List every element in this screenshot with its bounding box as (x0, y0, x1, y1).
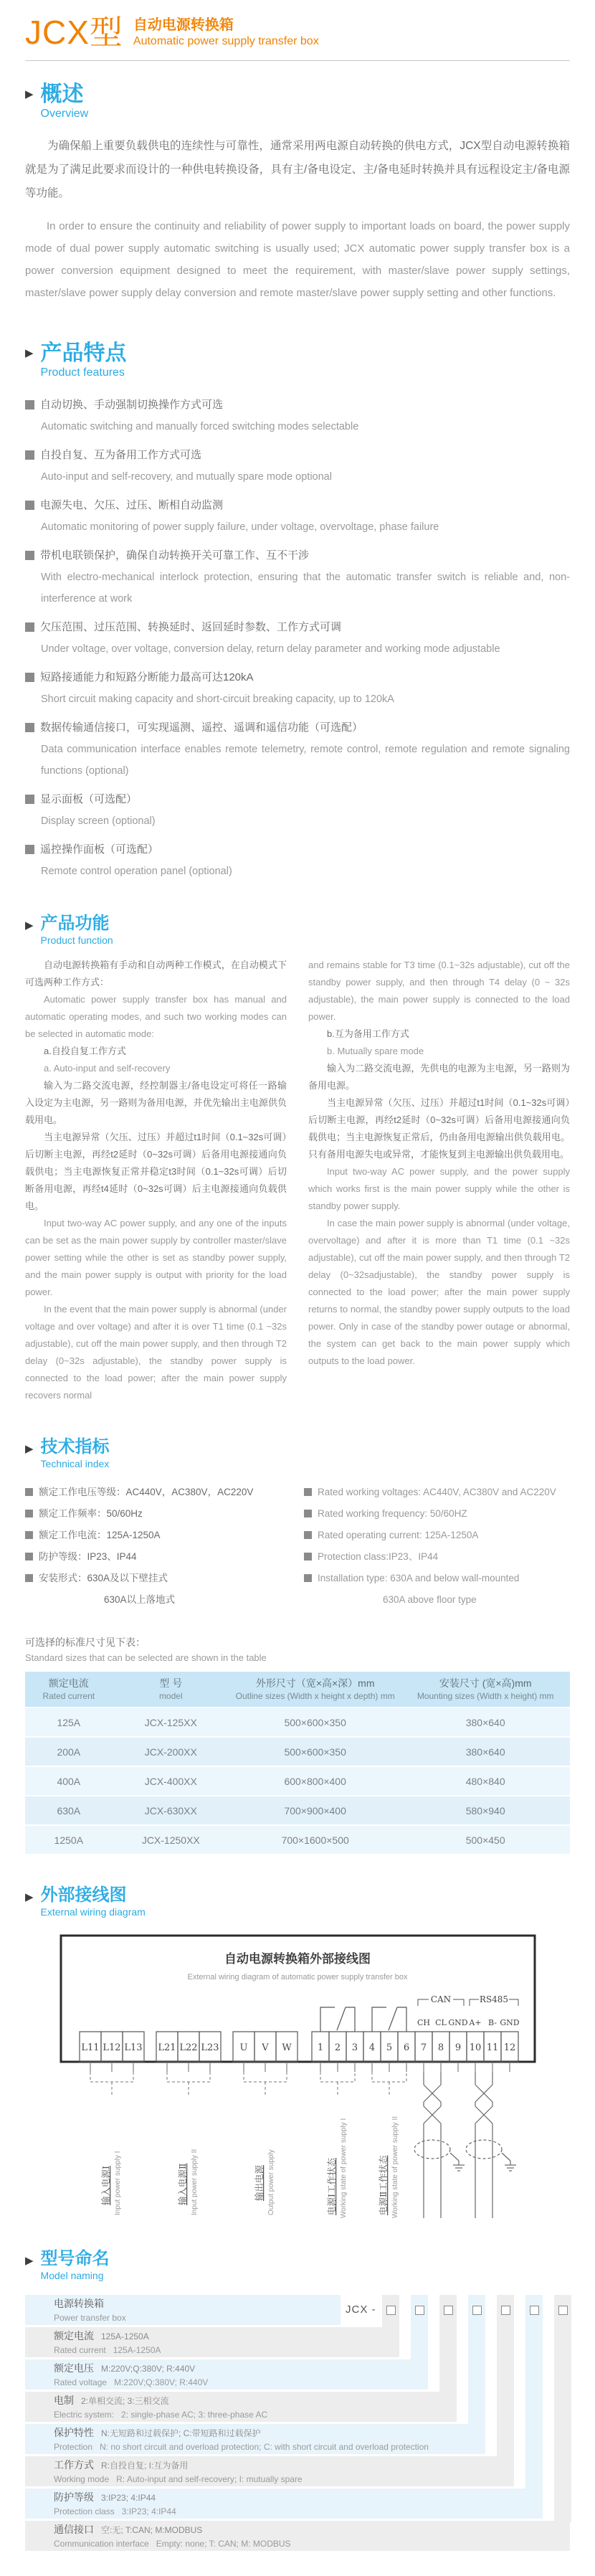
feature-zh: 欠压范围、过压范围、转换延时、返回延时参数、工作方式可调 (40, 621, 342, 633)
overview-paragraph-en: In order to ensure the continuity and reliability of power supply to important loads on board, the power supply mode of dual power supply automatic switching is usually used; JCX automatic power supply transfer box is a power conversion equipment designed to meet the requirement, with master/slave power supply settings, master/slave power supply delay conversion and remote master/slave power supply setting and other functions. (25, 220, 570, 299)
svg-text:3: 3 (351, 2042, 358, 2053)
naming-code-box (558, 2306, 568, 2315)
table-row (25, 1796, 570, 1825)
terminal-labels (81, 2042, 515, 2053)
square-bullet-icon (25, 673, 34, 682)
feature-zh: 带机电联锁保护，确保自动转换开关可靠工作、互不干涉 (40, 549, 310, 562)
features-heading-zh: 产品特点 (40, 341, 127, 365)
naming-label-en: Rated current (54, 2345, 106, 2355)
naming-value-zh: 2:单相交流; 3:三相交流 (81, 2396, 169, 2406)
section-function (25, 914, 570, 1404)
triangle-icon: ▶ (25, 88, 34, 100)
function-paragraph: b. Mutually spare mode (327, 1046, 424, 1056)
cell-rated-current: 1250A (25, 1825, 113, 1855)
naming-row (25, 2456, 514, 2486)
tech-item: 630A以上落地式 (104, 1594, 176, 1605)
svg-text:2: 2 (334, 2042, 341, 2053)
square-bullet-icon (304, 1553, 312, 1561)
group-labels (100, 2116, 399, 2218)
square-bullet-icon (304, 1574, 312, 1582)
naming-value-zh: 125A-1250A (101, 2331, 149, 2341)
naming-label-en: Working mode (54, 2474, 110, 2484)
function-paragraph: a.自投自复工作方式 (44, 1046, 126, 1056)
svg-text:4: 4 (368, 2042, 375, 2053)
svg-text:Input power supply II: Input power supply II (190, 2149, 199, 2215)
column-header-en: Rated current (42, 1691, 95, 1701)
square-bullet-icon (25, 1574, 33, 1582)
square-bullet-icon (25, 845, 34, 854)
tech-item: Installation type: 630A and below wall-mounted (318, 1573, 520, 1583)
feature-item (25, 667, 570, 710)
square-bullet-icon (304, 1510, 312, 1517)
svg-text:GND: GND (447, 2018, 468, 2027)
cell-mounting-size: 500×450 (401, 1825, 570, 1855)
triangle-icon: ▶ (25, 1891, 34, 1903)
naming-heading-en: Model naming (40, 2270, 104, 2281)
square-bullet-icon (25, 450, 34, 460)
diagram-title-en: External wiring diagram of automatic power supply transfer box (187, 1973, 407, 1981)
naming-code-box (386, 2306, 396, 2315)
svg-text:L13: L13 (123, 2042, 143, 2053)
naming-value-zh: 3:IP23; 4:IP44 (101, 2493, 156, 2503)
svg-text:7: 7 (420, 2042, 427, 2053)
svg-text:Input power supply I: Input power supply I (113, 2151, 122, 2215)
square-bullet-icon (25, 1488, 33, 1496)
naming-strip (497, 2295, 514, 2458)
svg-text:GND: GND (499, 2018, 520, 2027)
standard-sizes-table (25, 1672, 570, 1855)
table-intro-en: Standard sizes that can be selected are shown in the table (25, 1652, 267, 1663)
naming-value-en: R: Auto-input and self-recovery; I: mutually spare (116, 2474, 303, 2484)
terminal-strip (80, 2032, 518, 2062)
naming-strip (411, 2295, 428, 2361)
column-header-en: Mounting sizes (Width x height) mm (416, 1691, 554, 1701)
tech-item: Rated working frequency: 50/60HZ (318, 1508, 467, 1519)
function-paragraph: 当主电源异常（欠压、过压）并超过t1时间（0.1~32s可调）后切断主电源，再经t2延时（0~32s可调）后备用电源接通向负载供电；当主电源恢复正常后，仍由备用电源输出供负载用电。只有备用电源失电或异常，才能恢复到主电源输出供负载用电。 (308, 1097, 570, 1160)
naming-code-box (415, 2306, 424, 2315)
cell-model: JCX-200XX (113, 1737, 229, 1766)
ground-icon (505, 2161, 516, 2171)
cell-rated-current: 400A (25, 1766, 113, 1796)
cell-model: JCX-1250XX (113, 1825, 229, 1855)
svg-text:Working state of power supply: Working state of power supply I (339, 2118, 348, 2218)
overview-heading (25, 82, 570, 121)
feature-zh: 显示面板（可选配） (40, 793, 138, 805)
svg-text:W: W (281, 2042, 292, 2053)
cell-mounting-size: 380×640 (401, 1737, 570, 1766)
table-header-row (25, 1672, 570, 1708)
feature-zh: 自投自复、互为备用工作方式可选 (40, 449, 202, 461)
triangle-icon: ▶ (25, 919, 34, 932)
tech-item: 安装形式：630A及以下壁挂式 (39, 1573, 168, 1583)
naming-row (25, 2489, 543, 2519)
feature-zh: 自动切换、手动强制切换操作方式可选 (40, 399, 224, 411)
product-model-title: JCX型 (25, 14, 123, 51)
cell-model: JCX-125XX (113, 1708, 229, 1737)
shield-icon (414, 2140, 450, 2159)
feature-item (25, 717, 570, 782)
svg-text:L11: L11 (80, 2042, 100, 2053)
naming-value-en: 2: single-phase AC; 3: three-phase AC (121, 2410, 268, 2420)
triangle-icon: ▶ (25, 1443, 34, 1455)
naming-value-zh: N:无短路和过载保护; C:带短路和过载保护 (101, 2428, 261, 2438)
model-naming-diagram (25, 2295, 570, 2554)
tech-item: Protection class:IP23、IP44 (318, 1551, 439, 1562)
column-header-zh: 型 号 (159, 1677, 183, 1689)
feature-en: With electro-mechanical interlock protection, ensuring that the automatic transfer switch is reliable and, non-interference at work (41, 572, 570, 605)
naming-value-en: 125A-1250A (113, 2345, 161, 2355)
function-paragraph: b.互为备用工作方式 (327, 1028, 409, 1039)
tech-item: Rated working voltages: AC440V, AC380V and AC220V (318, 1487, 556, 1497)
naming-label-zh: 工作方式 (54, 2459, 94, 2471)
feature-item (25, 495, 570, 538)
naming-code-box (444, 2306, 453, 2315)
naming-value-en: N: no short circuit and overload protection; C: with short circuit and overload protection (100, 2442, 429, 2452)
naming-label-zh: 额定电流 (54, 2330, 94, 2341)
square-bullet-icon (304, 1488, 312, 1496)
wiring-diagram-svg (60, 1934, 536, 2221)
naming-label-en: Communication interface (54, 2539, 149, 2549)
svg-text:L22: L22 (178, 2042, 198, 2053)
svg-text:输入电源Ⅱ: 输入电源Ⅱ (176, 2163, 188, 2205)
naming-label-en: Protection class (54, 2506, 115, 2516)
cell-mounting-size: 380×640 (401, 1708, 570, 1737)
function-right-column (308, 957, 570, 1404)
tech-item: 额定工作频率：50/60Hz (39, 1508, 143, 1519)
ground-icon (453, 2161, 465, 2171)
naming-value-zh: 空:无; T:CAN; M:MODBUS (101, 2525, 203, 2535)
naming-strip (554, 2295, 571, 2522)
svg-text:5: 5 (386, 2042, 392, 2053)
square-bullet-icon (304, 1531, 312, 1539)
svg-text:10: 10 (469, 2042, 481, 2053)
section-tech (25, 1437, 570, 1611)
feature-en: Display screen (optional) (41, 815, 156, 827)
function-paragraph: Input two-way AC power supply, and the power supply which works first is the main power supply while the other is standby power supply. (308, 1166, 570, 1211)
svg-text:V: V (261, 2042, 269, 2053)
svg-text:L12: L12 (102, 2042, 121, 2053)
naming-row (25, 2295, 341, 2325)
features-heading (25, 341, 570, 380)
svg-text:Output power supply: Output power supply (267, 2149, 275, 2215)
table-row (25, 1766, 570, 1796)
overview-paragraph-zh: 为确保船上重要负载供电的连续性与可靠性，通常采用两电源自动转换的供电方式，JCX型自动电源转换箱就是为了满足此要求而设计的一种供电转换设备，具有主/备电设定、主/备电延时转换并具有远程设定主/备电源等功能。 (25, 140, 570, 199)
feature-en: Remote control operation panel (optional) (41, 866, 232, 877)
table-row (25, 1825, 570, 1855)
bus-pin-labels (416, 2018, 519, 2027)
naming-value-zh: M:220V;Q:380V; R:440V (101, 2364, 196, 2374)
svg-text:11: 11 (486, 2042, 498, 2053)
function-paragraph: 自动电源转换箱有手动和自动两种工作模式，在自动模式下可选两种工作方式： (25, 960, 287, 988)
wiring-heading-en: External wiring diagram (40, 1906, 146, 1918)
feature-item (25, 617, 570, 660)
triangle-icon: ▶ (25, 2255, 34, 2267)
function-paragraph: 输入为二路交流电源，经控制器主/备电设定可将任一路输入设定为主电源，另一路则为备用电源，并优先输出主电源供负载用电。 (25, 1080, 287, 1125)
square-bullet-icon (25, 551, 34, 560)
function-paragraph: In the event that the main power supply is abnormal (under voltage and over voltage) and after it is over T1 time (0.1 ~32s adjustable), cut off the main power supply, and then through T2 delay (0~32s adjustable), the standby power supply is connected to the load power; after the main power supply recovers normal (25, 1304, 287, 1401)
svg-text:CH: CH (416, 2018, 430, 2027)
cell-model: JCX-400XX (113, 1766, 229, 1796)
feature-item (25, 445, 570, 488)
tech-heading-zh: 技术指标 (40, 1437, 110, 1457)
function-paragraph: a. Auto-input and self-recovery (44, 1063, 171, 1074)
relay-contact-icon (320, 2007, 406, 2032)
column-header-en: Outline sizes (Width x height x depth) mm (235, 1691, 395, 1701)
square-bullet-icon (25, 1531, 33, 1539)
function-heading (25, 914, 570, 947)
naming-label-zh: 通信接口 (54, 2524, 94, 2535)
square-bullet-icon (25, 1510, 33, 1517)
twisted-pair-can-icon (414, 2072, 465, 2218)
svg-text:L21: L21 (157, 2042, 176, 2053)
svg-text:输入电源Ⅰ: 输入电源Ⅰ (100, 2166, 111, 2205)
naming-heading (25, 2249, 570, 2282)
square-bullet-icon (25, 723, 34, 732)
function-paragraph: 输入为二路交流电源，先供电的电源为主电源，另一路则为备用电源。 (308, 1063, 570, 1091)
triangle-icon: ▶ (25, 347, 34, 359)
section-sizes (25, 1635, 570, 1855)
naming-value-en: 3:IP23; 4:IP44 (121, 2506, 176, 2516)
naming-row (25, 2424, 485, 2454)
table-intro-zh: 可选择的标准尺寸见下表： (25, 1637, 146, 1648)
tech-heading-en: Technical index (40, 1458, 110, 1469)
square-bullet-icon (25, 400, 34, 409)
table-row (25, 1737, 570, 1766)
section-features (25, 341, 570, 882)
naming-label-en: Power transfer box (54, 2313, 126, 2323)
svg-text:Working state of power supply: Working state of power supply II (391, 2116, 399, 2218)
page-title-zh: 自动电源转换箱 (133, 17, 234, 33)
twisted-pair-rs485-icon (466, 2072, 516, 2218)
header-divider (25, 60, 570, 61)
section-wiring (25, 1885, 570, 2225)
page-header (25, 14, 570, 50)
cell-rated-current: 630A (25, 1796, 113, 1825)
section-naming (25, 2249, 570, 2554)
model-code-prefix: JCX - (346, 2303, 376, 2316)
can-bus-label: CAN (430, 1994, 451, 2004)
feature-en: Auto-input and self-recovery, and mutually spare mode optional (41, 471, 332, 483)
naming-code-box (530, 2306, 539, 2315)
feature-item (25, 839, 570, 882)
diagram-title-zh: 自动电源转换箱外部接线图 (224, 1952, 371, 1966)
naming-row (25, 2359, 428, 2390)
features-heading-en: Product features (40, 366, 125, 379)
naming-strip (525, 2295, 543, 2490)
tech-item: Rated operating current: 125A-1250A (318, 1530, 479, 1540)
naming-label-zh: 保护特性 (54, 2427, 94, 2438)
cell-rated-current: 125A (25, 1708, 113, 1737)
function-paragraph: In case the main power supply is abnormal (under voltage, overvoltage) and after it is more than T1 time (0.1 ~32s adjustable), cut off the main power supply, and then through T2 delay (0~32sadjustable), the standby power supply is connected to the load power; after the main power supply returns to normal, the standby power supply outputs to the load power. Only in case of the standby power outage or abnormal, the system can get back to the main power supply which outputs to the load power. (308, 1218, 570, 1366)
naming-value-zh: R:自投自复; I:互为备用 (101, 2461, 189, 2471)
rs485-bus-label: RS485 (479, 1994, 508, 2004)
naming-value-en: M:220V;Q:380V; R:440V (114, 2377, 209, 2387)
naming-heading-zh: 型号命名 (40, 2249, 110, 2268)
naming-value-en: Empty: none; T: CAN; M: MODBUS (156, 2539, 291, 2549)
cell-mounting-size: 480×840 (401, 1766, 570, 1796)
square-bullet-icon (25, 501, 34, 510)
square-bullet-icon (25, 795, 34, 804)
svg-text:电源Ⅰ工作状态: 电源Ⅰ工作状态 (325, 2158, 337, 2215)
svg-text:L23: L23 (200, 2042, 219, 2053)
column-header-en: model (158, 1691, 183, 1701)
tech-columns (25, 1482, 570, 1611)
overview-heading-zh: 概述 (40, 82, 84, 106)
tech-item: 额定工作电压等级：AC440V，AC380V，AC220V (39, 1487, 254, 1497)
function-paragraph: Input two-way AC power supply, and any one of the inputs can be set as the main power supply by controller master/slave power setting while the other is set as standby power supply, and the main power supply is output with priority for the load power. (25, 1218, 287, 1297)
tech-item: 防护等级：IP23、IP44 (39, 1551, 137, 1562)
tech-heading (25, 1437, 570, 1470)
naming-label-en: Protection (54, 2442, 93, 2452)
svg-text:U: U (239, 2042, 247, 2053)
table-row (25, 1708, 570, 1737)
cell-outline-size: 500×600×350 (229, 1708, 401, 1737)
feature-zh: 电源失电、欠压、过压、断相自动监测 (40, 499, 224, 511)
feature-en: Short circuit making capacity and short-circuit breaking capacity, up to 120kA (41, 693, 394, 705)
cell-rated-current: 200A (25, 1737, 113, 1766)
column-header-zh: 外形尺寸（宽×高×深）mm (255, 1677, 375, 1689)
feature-en: Under voltage, over voltage, conversion delay, return delay parameter and working mode adjustable (41, 643, 500, 655)
feature-zh: 短路接通能力和短路分断能力最高可达120kA (40, 671, 254, 683)
naming-label-en: Rated voltage (54, 2377, 108, 2387)
naming-row (25, 2392, 457, 2422)
feature-en: Data communication interface enables remote telemetry, remote control, remote regulation and remote signaling functions (optional) (41, 744, 570, 777)
feature-item (25, 394, 570, 437)
svg-text:1: 1 (317, 2042, 323, 2053)
svg-text:输出电源: 输出电源 (253, 2164, 265, 2201)
cell-mounting-size: 580×940 (401, 1796, 570, 1825)
feature-item (25, 789, 570, 832)
wiring-diagram (60, 1934, 536, 2225)
svg-text:8: 8 (437, 2042, 444, 2053)
column-header-zh: 安装尺寸 (宽×高)mm (439, 1677, 532, 1689)
naming-label-zh: 电源转换箱 (54, 2298, 104, 2309)
square-bullet-icon (25, 622, 34, 632)
naming-code-box (501, 2306, 510, 2315)
naming-label-zh: 电制 (54, 2395, 74, 2406)
wiring-heading-zh: 外部接线图 (40, 1885, 127, 1905)
naming-row (25, 2327, 399, 2357)
function-paragraph: 当主电源异常（欠压、过压）并超过t1时间（0.1~32s可调）后切断主电源，再经t2延时（0~32s可调）后备用电源接通向负载供电；当主电源恢复正常并稳定t3时间（0.1~32s可调）后切断备用电源，再经t4延时（0~32s可调）后主电源接通向负载供电。 (25, 1132, 287, 1211)
svg-text:A+: A+ (468, 2018, 482, 2027)
naming-row (25, 2521, 570, 2551)
cell-outline-size: 700×900×400 (229, 1796, 401, 1825)
naming-label-zh: 额定电压 (54, 2362, 94, 2374)
cell-outline-size: 700×1600×500 (229, 1825, 401, 1855)
page-title-en: Automatic power supply transfer box (133, 35, 319, 47)
function-columns (25, 957, 570, 1404)
feature-item (25, 545, 570, 610)
shield-icon (466, 2140, 502, 2159)
overview-heading-en: Overview (40, 108, 89, 120)
svg-text:9: 9 (454, 2042, 461, 2053)
naming-code-box (472, 2306, 482, 2315)
feature-en: Automatic monitoring of power supply failure, under voltage, overvoltage, phase failure (41, 521, 439, 533)
tech-item: 额定工作电流：125A-1250A (39, 1530, 161, 1540)
features-list (25, 394, 570, 882)
svg-text:6: 6 (403, 2042, 409, 2053)
function-heading-zh: 产品功能 (40, 914, 110, 933)
naming-label-en: Electric system: (54, 2410, 115, 2420)
svg-text:B-: B- (487, 2018, 497, 2027)
tech-item: 630A above floor type (383, 1594, 477, 1605)
wiring-heading (25, 1885, 570, 1918)
function-heading-en: Product function (40, 934, 113, 946)
cell-outline-size: 500×600×350 (229, 1737, 401, 1766)
svg-text:电源Ⅱ工作状态: 电源Ⅱ工作状态 (377, 2155, 389, 2215)
cell-outline-size: 600×800×400 (229, 1766, 401, 1796)
column-header-zh: 额定电流 (48, 1677, 89, 1689)
square-bullet-icon (25, 1553, 33, 1561)
section-overview (25, 82, 570, 304)
svg-text:CL: CL (434, 2018, 447, 2027)
terminal-stubs (90, 2063, 510, 2072)
tech-left-column (25, 1482, 291, 1611)
function-paragraph: and remains stable for T3 time (0.1~32s adjustable), cut off the standby power supply, and then through T4 delay (0 ~ 32s adjustable), the main power supply is connected to the load power. (308, 960, 570, 1022)
function-left-column (25, 957, 287, 1404)
tech-right-column (304, 1482, 570, 1611)
function-paragraph: Automatic power supply transfer box has manual and automatic operating modes, and such two working modes can be selected in automatic mode: (25, 994, 287, 1039)
naming-label-zh: 防护等级 (54, 2491, 94, 2503)
group-brackets (90, 2072, 406, 2095)
cell-model: JCX-630XX (113, 1796, 229, 1825)
feature-zh: 数据传输通信接口，可实现遥测、遥控、遥调和遥信功能（可选配） (40, 721, 363, 734)
feature-zh: 遥控操作面板（可选配） (40, 843, 159, 856)
svg-text:12: 12 (503, 2042, 515, 2053)
feature-en: Automatic switching and manually forced switching modes selectable (41, 421, 359, 432)
